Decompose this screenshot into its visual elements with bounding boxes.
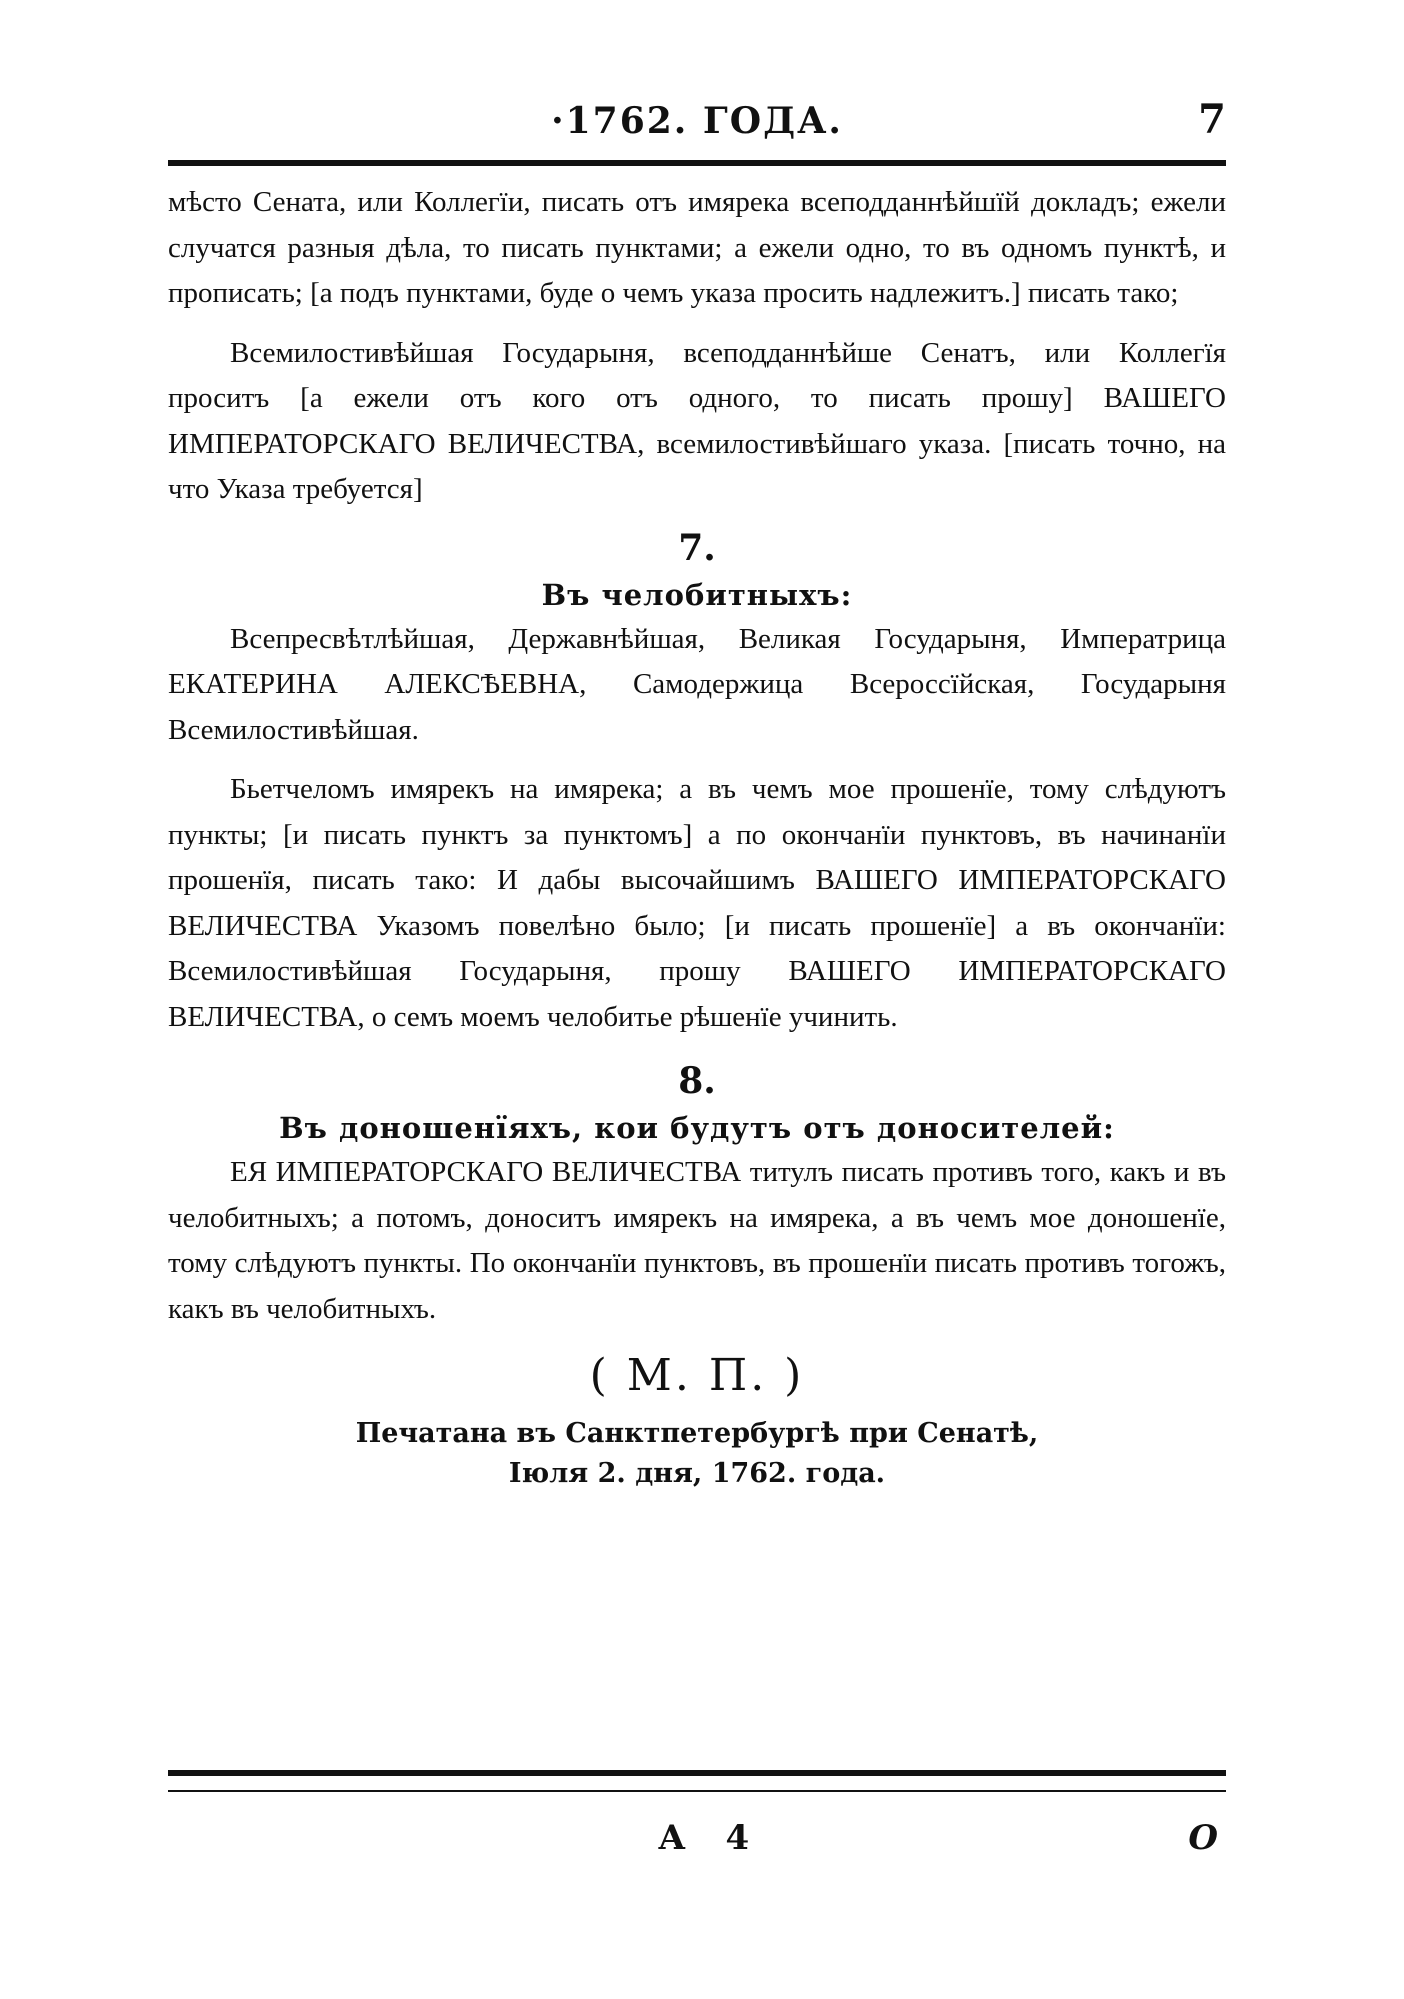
footer-rule-thin: [168, 1790, 1226, 1792]
catchword: О: [1188, 1818, 1218, 1858]
colophon-line-2: Iюля 2. дня, 1762. года.: [508, 1458, 886, 1489]
colophon-line-1: Печатана въ Санктпетербургѣ при Сенатѣ,: [355, 1418, 1039, 1449]
header-title: ·1762. ГОДА.: [551, 100, 843, 142]
section-7-address: Всепресвѣтлѣйшая, Державнѣйшая, Великая Государыня, Императрица ЕКАТЕРИНА АЛЕКСѢЕВНА, Самодержица Всероссïйская, Государыня Всемилостивѣйшая.: [168, 622, 1226, 746]
paragraph-senate-petition: Всемилостивѣйшая Государыня, всеподданнѣйше Сенатъ, или Коллегïя проситъ [а ежели отъ кого отъ одного, то писать прошу] ВАШЕГО ИМПЕРАТОРСКАГО ВЕЛИЧЕСТВА, всемилостивѣйшаго указа. [писать точно, на что Указа требуется]: [168, 336, 1226, 505]
running-header: [168, 96, 1226, 156]
paragraph-continuation: мѣсто Сената, или Коллегïи, писать отъ имярека всеподданнѣйшïй докладъ; ежели случатся разныя дѣла, то писать пунктами; а ежели одно, то въ одномъ пунктѣ, и прописать; [а подъ пунктами, буде о чемъ указа просить надлежитъ.] писать тако;: [168, 186, 1226, 309]
section-8-number: 8.: [678, 1060, 716, 1102]
seal-mark: ( М. П. ): [589, 1350, 805, 1401]
page-footer: [168, 1818, 1226, 1868]
page-number: 7: [1198, 96, 1226, 143]
section-7-number: 7.: [678, 526, 716, 569]
footer-rule-thick: [168, 1770, 1226, 1776]
signature-mark: А 4: [658, 1818, 764, 1858]
header-rule: [168, 160, 1226, 166]
section-7-heading: Въ челобитныхъ:: [541, 577, 853, 612]
section-8-body: ЕЯ ИМПЕРАТОРСКАГО ВЕЛИЧЕСТВА титулъ писать противъ того, какъ и въ челобитныхъ; а потомъ, доноситъ имярекъ на имярека, а въ чемъ мое доношенïе, тому слѣдуютъ пункты. По окончанïи пунктовъ, въ прошенïи писать противъ тогожъ, какъ въ челобитныхъ.: [168, 1156, 1226, 1325]
section-8-heading: Въ доношенïяхъ, кои будутъ отъ доносителей:: [279, 1111, 1115, 1145]
section-7-body: Бьетчеломъ имярекъ на имярека; а въ чемъ мое прошенïе, тому слѣдуютъ пункты; [и писать пунктъ за пунктомъ] а по окончанïи пунктовъ, въ начинанïи прошенïя, писать тако: И дабы высочайшимъ ВАШЕГО ИМПЕРАТОРСКАГО ВЕЛИЧЕСТВА Указомъ повелѣно было; [и писать прошенïе] а въ окончанïи: Всемилостивѣйшая Государыня, прошу ВАШЕГО ИМПЕРАТОРСКАГО ВЕЛИЧЕСТВА, о семъ моемъ челобитье рѣшенïе учинить.: [168, 773, 1226, 1033]
text-column: [168, 180, 1226, 1494]
